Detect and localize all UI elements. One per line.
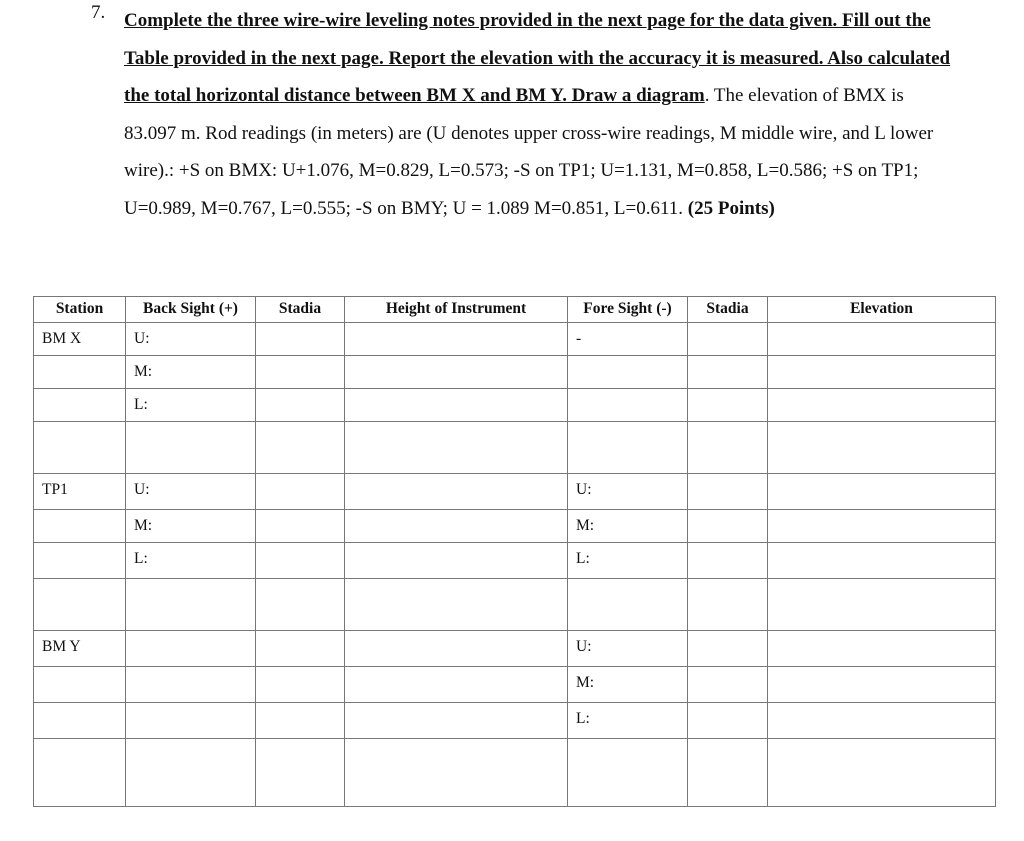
cell xyxy=(345,631,568,667)
cell xyxy=(256,543,345,579)
cell xyxy=(126,703,256,739)
cell xyxy=(688,579,768,631)
table-row xyxy=(34,323,996,356)
cell xyxy=(345,579,568,631)
cell xyxy=(768,510,996,543)
cell xyxy=(688,422,768,474)
tp1-bs-u: U: xyxy=(126,474,256,510)
cell xyxy=(345,510,568,543)
header-back-sight: Back Sight (+) xyxy=(126,297,256,323)
cell xyxy=(568,739,688,807)
cell xyxy=(688,703,768,739)
cell xyxy=(345,389,568,422)
cell xyxy=(345,356,568,389)
table-row xyxy=(34,667,996,703)
table-header-row xyxy=(34,297,996,323)
cell xyxy=(568,356,688,389)
header-stadia-bs: Stadia xyxy=(256,297,345,323)
cell xyxy=(768,703,996,739)
bmy-fs-l: L: xyxy=(568,703,688,739)
cell xyxy=(34,739,126,807)
bmy-fs-u: U: xyxy=(568,631,688,667)
cell xyxy=(568,389,688,422)
cell xyxy=(34,543,126,579)
cell xyxy=(126,579,256,631)
cell xyxy=(256,631,345,667)
cell xyxy=(256,579,345,631)
cell xyxy=(345,543,568,579)
cell xyxy=(768,356,996,389)
table-row xyxy=(34,579,996,631)
bmx-bs-u: U: xyxy=(126,323,256,356)
cell xyxy=(256,703,345,739)
bmy-fs-m: M: xyxy=(568,667,688,703)
tp1-fs-u: U: xyxy=(568,474,688,510)
cell xyxy=(126,739,256,807)
cell xyxy=(768,631,996,667)
cell xyxy=(768,579,996,631)
cell xyxy=(688,543,768,579)
header-elevation: Elevation xyxy=(768,297,996,323)
cell xyxy=(345,739,568,807)
cell xyxy=(688,510,768,543)
station-bmx: BM X xyxy=(34,323,126,356)
header-stadia-fs: Stadia xyxy=(688,297,768,323)
tp1-bs-l: L: xyxy=(126,543,256,579)
table-row xyxy=(34,510,996,543)
cell xyxy=(256,474,345,510)
cell xyxy=(34,389,126,422)
bmx-bs-l: L: xyxy=(126,389,256,422)
cell xyxy=(126,631,256,667)
station-bmy: BM Y xyxy=(34,631,126,667)
header-height-of-instrument: Height of Instrument xyxy=(345,297,568,323)
bmx-bs-m: M: xyxy=(126,356,256,389)
cell xyxy=(126,667,256,703)
cell xyxy=(688,389,768,422)
cell xyxy=(688,667,768,703)
cell xyxy=(34,703,126,739)
table-row xyxy=(34,474,996,510)
table-row xyxy=(34,739,996,807)
header-fore-sight: Fore Sight (-) xyxy=(568,297,688,323)
cell xyxy=(34,510,126,543)
cell xyxy=(256,323,345,356)
table-row xyxy=(34,356,996,389)
cell xyxy=(768,739,996,807)
leveling-notes-table xyxy=(33,296,996,807)
cell xyxy=(688,739,768,807)
cell xyxy=(345,422,568,474)
cell xyxy=(688,474,768,510)
cell xyxy=(768,543,996,579)
cell xyxy=(768,667,996,703)
cell xyxy=(768,422,996,474)
tp1-bs-m: M: xyxy=(126,510,256,543)
cell xyxy=(568,422,688,474)
cell xyxy=(345,703,568,739)
cell xyxy=(34,356,126,389)
question-points: (25 Points) xyxy=(687,197,775,219)
question-text xyxy=(124,2,954,228)
cell xyxy=(256,510,345,543)
bmx-fs-dash: - xyxy=(568,323,688,356)
cell xyxy=(256,422,345,474)
cell xyxy=(768,323,996,356)
cell xyxy=(34,422,126,474)
cell xyxy=(256,739,345,807)
question-number: 7. xyxy=(91,2,106,23)
tp1-fs-m: M: xyxy=(568,510,688,543)
table-row xyxy=(34,543,996,579)
cell xyxy=(126,422,256,474)
cell xyxy=(688,356,768,389)
cell xyxy=(34,579,126,631)
table-row xyxy=(34,389,996,422)
cell xyxy=(768,389,996,422)
question-data: . The elevation of BMX is 83.097 m. Rod readings (in meters) are (U denotes upper cross-wire readings, M middle wire, and L lower wire).: +S on BMX: U+1.076, M=0.829, L=0.573; -S on TP1; U=1.131, M=0.858, L=0.586; +S on TP1; U=0.989, M=0.767, L=0.555; -S on BMY; U = 1.089 M=0.851, L=0.611. xyxy=(124,85,934,219)
cell xyxy=(568,579,688,631)
table-row xyxy=(34,703,996,739)
table-row xyxy=(34,631,996,667)
cell xyxy=(345,667,568,703)
header-station: Station xyxy=(34,297,126,323)
cell xyxy=(256,667,345,703)
question-instructions: Complete the three wire-wire leveling notes provided in the next page for the data given. Fill out the Table provided in the next page. Report the elevation with the accuracy it is measured. Also calculated the total horizontal distance between BM X and BM Y. Draw a diagram xyxy=(124,10,951,107)
cell xyxy=(768,474,996,510)
cell xyxy=(345,323,568,356)
cell xyxy=(345,474,568,510)
cell xyxy=(256,389,345,422)
station-tp1: TP1 xyxy=(34,474,126,510)
cell xyxy=(688,323,768,356)
table-row xyxy=(34,422,996,474)
cell xyxy=(256,356,345,389)
cell xyxy=(34,667,126,703)
cell xyxy=(688,631,768,667)
tp1-fs-l: L: xyxy=(568,543,688,579)
